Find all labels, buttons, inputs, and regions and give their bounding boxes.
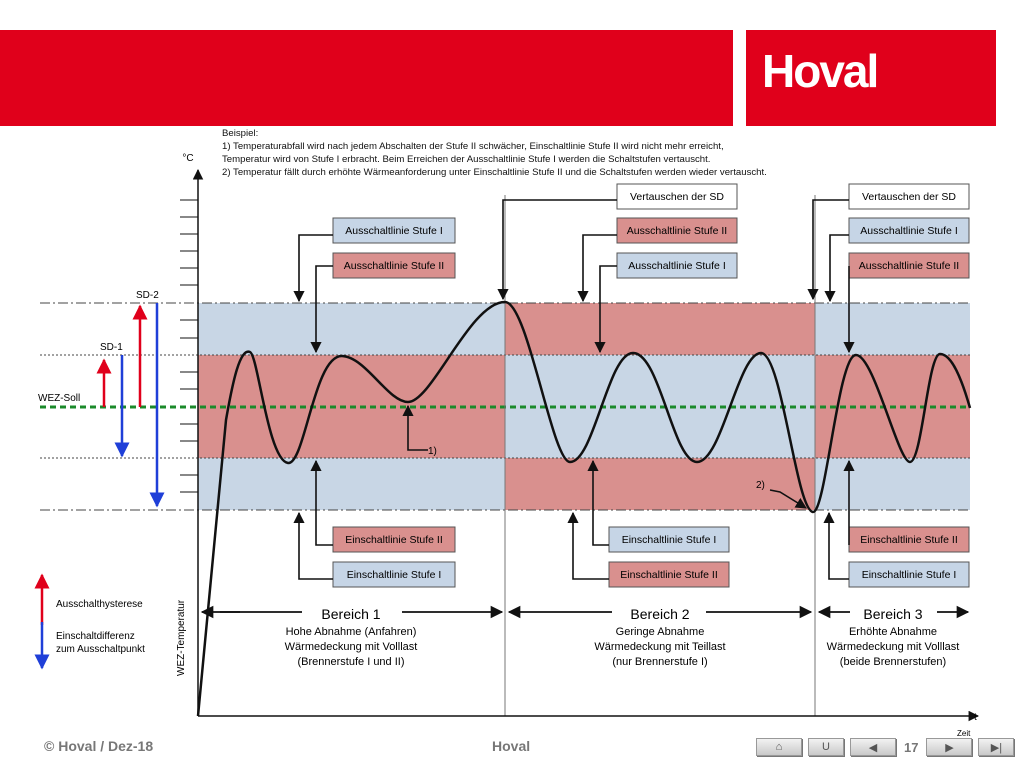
region-1-line-1: Hohe Abnahme (Anfahren) [285, 626, 417, 638]
box-ausschaltlinie-stufe-1: Ausschaltlinie Stufe I [345, 225, 443, 237]
return-button[interactable] [808, 738, 844, 756]
region-3-line-3: (beide Brennerstufen) [839, 656, 947, 668]
legend-red-label: Ausschalthysterese [56, 599, 143, 610]
home-button[interactable] [756, 738, 802, 756]
region-2-title: Bereich 2 [630, 606, 690, 622]
region-2-line-1: Geringe Abnahme [615, 626, 705, 638]
previous-icon: ◀ [868, 741, 878, 754]
box-ausschaltlinie-stufe-1-b2: Ausschaltlinie Stufe I [628, 260, 726, 272]
y-unit: °C [182, 153, 194, 164]
region-3-title: Bereich 3 [863, 606, 923, 622]
note-2: 2) [756, 480, 765, 491]
box-vertauschen-sd-1: Vertauschen der SD [630, 191, 724, 203]
box-einschaltlinie-stufe-2-b3: Einschaltlinie Stufe II [860, 534, 958, 546]
box-einschaltlinie-stufe-2-b2: Einschaltlinie Stufe II [620, 569, 718, 581]
wez-soll-label: WEZ-Soll [38, 393, 81, 404]
box-ausschaltlinie-stufe-2-b2: Ausschaltlinie Stufe II [626, 225, 728, 237]
region-2-line-3: (nur Brennerstufe I) [612, 656, 708, 668]
box-vertauschen-sd-2: Vertauschen der SD [862, 191, 956, 203]
home-icon: ⌂ [775, 741, 783, 753]
example-line-1: 1) Temperaturabfall wird nach jedem Abschalten der Stufe II schwächer, Einschaltlinie Stufe II wird nicht mehr erreicht, [222, 141, 724, 152]
region-1-text [285, 606, 418, 668]
slide-navigation [756, 736, 1014, 758]
legend-blue-label-2: zum Ausschaltpunkt [56, 644, 145, 655]
legend-blue-label-1: Einschaltdifferenz [56, 631, 135, 642]
region-3-line-2: Wärmedeckung mit Volllast [826, 641, 960, 653]
example-text [222, 128, 767, 178]
previous-button[interactable] [850, 738, 896, 756]
logo-text: Hoval [762, 45, 878, 97]
box-einschaltlinie-stufe-1: Einschaltlinie Stufe I [346, 569, 442, 581]
box-einschaltlinie-stufe-1-b3: Einschaltlinie Stufe I [861, 569, 957, 581]
legend [42, 575, 145, 668]
page-number: 17 [904, 739, 919, 755]
example-title: Beispiel: [222, 128, 259, 139]
y-axis-ticks [180, 200, 198, 492]
region-1-line-3: (Brennerstufe I und II) [297, 656, 405, 668]
sd2-label: SD-2 [136, 290, 159, 301]
last-button[interactable] [978, 738, 1014, 756]
note-1: 1) [428, 446, 437, 457]
return-icon: U [822, 741, 830, 753]
next-icon: ▶ [945, 741, 954, 754]
x-unit: t [974, 712, 977, 723]
region-1-title: Bereich 1 [321, 606, 381, 622]
box-ausschaltlinie-stufe-1-b3: Ausschaltlinie Stufe I [860, 225, 958, 237]
next-button[interactable] [926, 738, 972, 756]
footer-copyright: © Hoval / Dez-18 [44, 738, 154, 754]
example-line-2: Temperatur wird von Stufe I erbracht. Beim Erreichen der Ausschaltlinie Stufe I werden die Schaltstufen vertauscht. [222, 154, 711, 165]
box-ausschaltlinie-stufe-2-b3: Ausschaltlinie Stufe II [858, 260, 960, 272]
last-icon: ▶| [990, 741, 1003, 754]
y-axis-label: WEZ-Temperatur [176, 599, 187, 676]
box-ausschaltlinie-stufe-2: Ausschaltlinie Stufe II [343, 260, 445, 272]
box-einschaltlinie-stufe-1-b2: Einschaltlinie Stufe I [621, 534, 717, 546]
example-line-3: 2) Temperatur fällt durch erhöhte Wärmeanforderung unter Einschaltlinie Stufe II und die Schaltstufen werden wieder vertauscht. [222, 167, 767, 178]
footer-center: Hoval [492, 738, 531, 754]
region-2-text [594, 606, 725, 668]
x-axis-label: Zeit [957, 729, 971, 738]
region-3-line-1: Erhöhte Abnahme [848, 626, 938, 638]
region-3-text [827, 606, 960, 668]
region-1-line-2: Wärmedeckung mit Volllast [284, 641, 418, 653]
region-2-line-2: Wärmedeckung mit Teillast [594, 641, 726, 653]
sd1-label: SD-1 [100, 342, 123, 353]
box-einschaltlinie-stufe-2: Einschaltlinie Stufe II [345, 534, 443, 546]
